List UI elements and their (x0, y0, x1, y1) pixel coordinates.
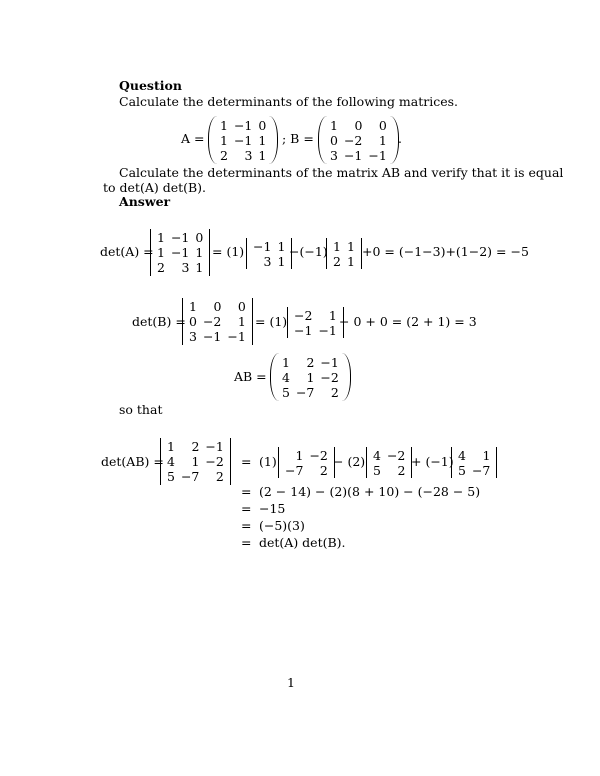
matrix-cell: −2 (294, 307, 313, 323)
matrix-row (154, 230, 206, 245)
detB-matrix (180, 298, 255, 345)
matrix-cell: 1 (195, 245, 204, 260)
matrix-row (164, 469, 227, 484)
matrix-row (291, 323, 340, 338)
detA-minor2 (324, 238, 364, 269)
matrix-cell: 1 (191, 454, 200, 469)
matrix-grid (217, 118, 269, 163)
matrix-grid (282, 448, 331, 478)
matrix-grid (327, 118, 390, 163)
matrix-row (279, 385, 342, 400)
matrix-cell: 3 (189, 329, 197, 344)
matrix-cell: 0 (195, 230, 204, 245)
matrix-cell: 1 (195, 260, 204, 275)
matrix-cell: 1 (258, 132, 267, 148)
matrix-row (327, 148, 390, 163)
matrix-cell: −1 (233, 132, 253, 148)
equals-1: = (241, 454, 252, 469)
question-heading: Question (119, 78, 182, 93)
detAB-step5: det(A) det(B). (259, 535, 346, 550)
matrix-cell: −1 (320, 354, 339, 370)
matrix-cell: 1 (167, 439, 175, 454)
matrix-cell: 1 (330, 117, 338, 133)
matrix-cell: 1 (482, 447, 491, 463)
question-line1: Calculate the determinants of the matrix AB and verify that it is equal (119, 165, 564, 180)
matrix-cell: −1 (318, 322, 337, 338)
matrix-cell: 2 (215, 469, 224, 484)
matrix-cell: −1 (368, 147, 387, 163)
matrix-cell: −1 (227, 329, 246, 344)
matrix-cell: 1 (346, 253, 355, 269)
matrix-cell: 0 (237, 299, 246, 314)
matrix-row (327, 118, 390, 133)
matrix-grid (370, 448, 408, 478)
matrix-row (217, 118, 269, 133)
matrix-cell: 0 (213, 299, 222, 314)
matrix-grid (250, 239, 288, 269)
matrix-cell: −1 (343, 147, 363, 163)
matrix-cell: 2 (330, 384, 339, 400)
answer-heading: Answer (119, 194, 171, 209)
detAB-minor1 (276, 447, 337, 478)
matrix-cell: 1 (157, 230, 165, 245)
matrix-cell: 0 (354, 117, 363, 133)
matrix-row (279, 355, 342, 370)
matrix-row (250, 239, 288, 254)
matrix-row (154, 260, 206, 275)
matrix-row (279, 370, 342, 385)
detAB-lhs: det(AB) = (101, 454, 164, 469)
matrix-cell: 5 (373, 462, 381, 478)
matrix-row (186, 299, 249, 314)
matrix-cell: 2 (191, 439, 200, 454)
detA-rhs: +0 = (−1−3)+(1−2) = −5 (362, 244, 529, 259)
detA-matrix (148, 229, 212, 276)
matrix-grid (455, 448, 493, 478)
matrix-cell: 1 (220, 132, 228, 148)
matrix-row (291, 308, 340, 323)
matrix-cell: −1 (205, 439, 224, 454)
matrix-cell: −2 (343, 132, 363, 148)
matrix-cell: 2 (157, 260, 165, 275)
matrix-cell: 2 (397, 462, 406, 478)
question-line2: to det(A) det(B). (103, 180, 207, 195)
matrix-row (455, 463, 493, 478)
matrix-A (208, 116, 278, 164)
detAB-term3: + (−1) (411, 454, 454, 469)
matrix-cell: 0 (258, 117, 267, 133)
detA-minor1 (244, 238, 294, 269)
matrix-cell: 3 (330, 147, 338, 163)
detAB-minor3 (449, 447, 499, 478)
detAB-term2: − (2) (333, 454, 366, 469)
matrix-cell: 3 (263, 253, 272, 269)
AB-label: AB = (234, 369, 267, 384)
matrix-row (186, 329, 249, 344)
matrix-cell: 4 (373, 447, 381, 463)
matrix-row (250, 254, 288, 269)
matrix-cell: −1 (202, 329, 222, 344)
matrix-cell: 1 (220, 117, 228, 133)
matrix-cell: −2 (205, 454, 224, 469)
matrix-cell: 2 (333, 253, 341, 269)
matrix-row (455, 448, 493, 463)
detAB-term1: (1) (259, 454, 277, 469)
matrix-cell: −2 (386, 447, 406, 463)
matrix-cell: −7 (285, 462, 304, 478)
matrix-cell: 0 (330, 132, 338, 148)
matrix-cell: 5 (458, 462, 466, 478)
detA-mid2: −(−1) (289, 244, 328, 259)
matrix-cell: 2 (220, 147, 228, 163)
matrix-row (330, 239, 358, 254)
matrix-cell: 4 (167, 454, 175, 469)
matrix-cell: 5 (282, 384, 290, 400)
equals-5: = (241, 535, 252, 550)
matrix-cell: 3 (244, 147, 253, 163)
question-intro: Calculate the determinants of the following matrices. (119, 94, 459, 109)
matrix-cell: −1 (253, 238, 272, 254)
detB-mid1: = (1) (255, 314, 288, 329)
equals-2: = (241, 484, 252, 499)
matrix-cell: 1 (277, 238, 286, 254)
matrix-row (370, 463, 408, 478)
matrix-cell: −1 (294, 322, 313, 338)
matrix-cell: 2 (306, 354, 315, 370)
matrix-cell: 2 (319, 462, 328, 478)
matrix-cell: 4 (458, 447, 466, 463)
matrix-row (282, 448, 331, 463)
matrix-cell: 5 (167, 469, 175, 484)
matrix-row (154, 245, 206, 260)
matrix-grid (154, 230, 206, 275)
end-punct: . (398, 131, 402, 146)
so-that: so that (119, 402, 163, 417)
detAB-minor2 (364, 447, 414, 478)
matrix-grid (164, 439, 227, 484)
matrix-cell: −1 (233, 117, 253, 133)
matrix-B-label: ; B = (282, 131, 314, 146)
matrix-row (217, 148, 269, 163)
matrix-cell: 1 (189, 299, 197, 314)
detAB-step2: (2 − 14) − (2)(8 + 10) − (−28 − 5) (259, 484, 481, 499)
matrix-row (164, 439, 227, 454)
matrix-cell: −7 (471, 462, 491, 478)
matrix-cell: −1 (170, 245, 190, 260)
matrix-grid (291, 308, 340, 338)
matrix-cell: −7 (180, 469, 200, 484)
matrix-cell: 1 (328, 307, 337, 323)
detAB-step4: (−5)(3) (259, 518, 305, 533)
matrix-cell: −2 (320, 369, 339, 385)
detA-lhs: det(A) = (100, 244, 154, 259)
matrix-cell: 1 (346, 238, 355, 254)
matrix-cell: 1 (282, 354, 290, 370)
detAB-matrix (158, 438, 233, 485)
detAB-step3: −15 (259, 501, 286, 516)
matrix-row (164, 454, 227, 469)
matrix-cell: −2 (202, 314, 222, 329)
matrix-A-label: A = (181, 131, 205, 146)
matrix-row (327, 133, 390, 148)
matrix-row (370, 448, 408, 463)
matrix-row (282, 463, 331, 478)
page-number: 1 (287, 675, 295, 690)
matrix-cell: 1 (237, 314, 246, 329)
matrix-cell: 1 (306, 369, 315, 385)
matrix-cell: 4 (282, 369, 290, 385)
detB-minor1 (285, 307, 346, 338)
matrix-grid (279, 355, 342, 400)
matrix-row (217, 133, 269, 148)
equals-3: = (241, 501, 252, 516)
matrix-cell: −7 (295, 384, 315, 400)
matrix-cell: 3 (181, 260, 190, 275)
matrix-grid (330, 239, 358, 269)
matrix-cell: 1 (157, 245, 165, 260)
matrix-row (186, 314, 249, 329)
matrix-cell: 1 (333, 238, 341, 254)
matrix-cell: −2 (309, 447, 328, 463)
matrix-AB (270, 353, 351, 401)
matrix-cell: 0 (189, 314, 197, 329)
matrix-cell: 0 (378, 117, 387, 133)
matrix-row (330, 254, 358, 269)
detB-rhs: − 0 + 0 = (2 + 1) = 3 (339, 314, 477, 329)
matrix-grid (186, 299, 249, 344)
matrix-cell: 1 (258, 147, 267, 163)
equals-4: = (241, 518, 252, 533)
matrix-B (318, 116, 399, 164)
matrix-cell: 1 (277, 253, 286, 269)
matrix-cell: −1 (170, 230, 190, 245)
matrix-cell: 1 (295, 447, 304, 463)
matrix-cell: 1 (378, 132, 387, 148)
detB-lhs: det(B) = (132, 314, 186, 329)
detA-mid1: = (1) (212, 244, 245, 259)
